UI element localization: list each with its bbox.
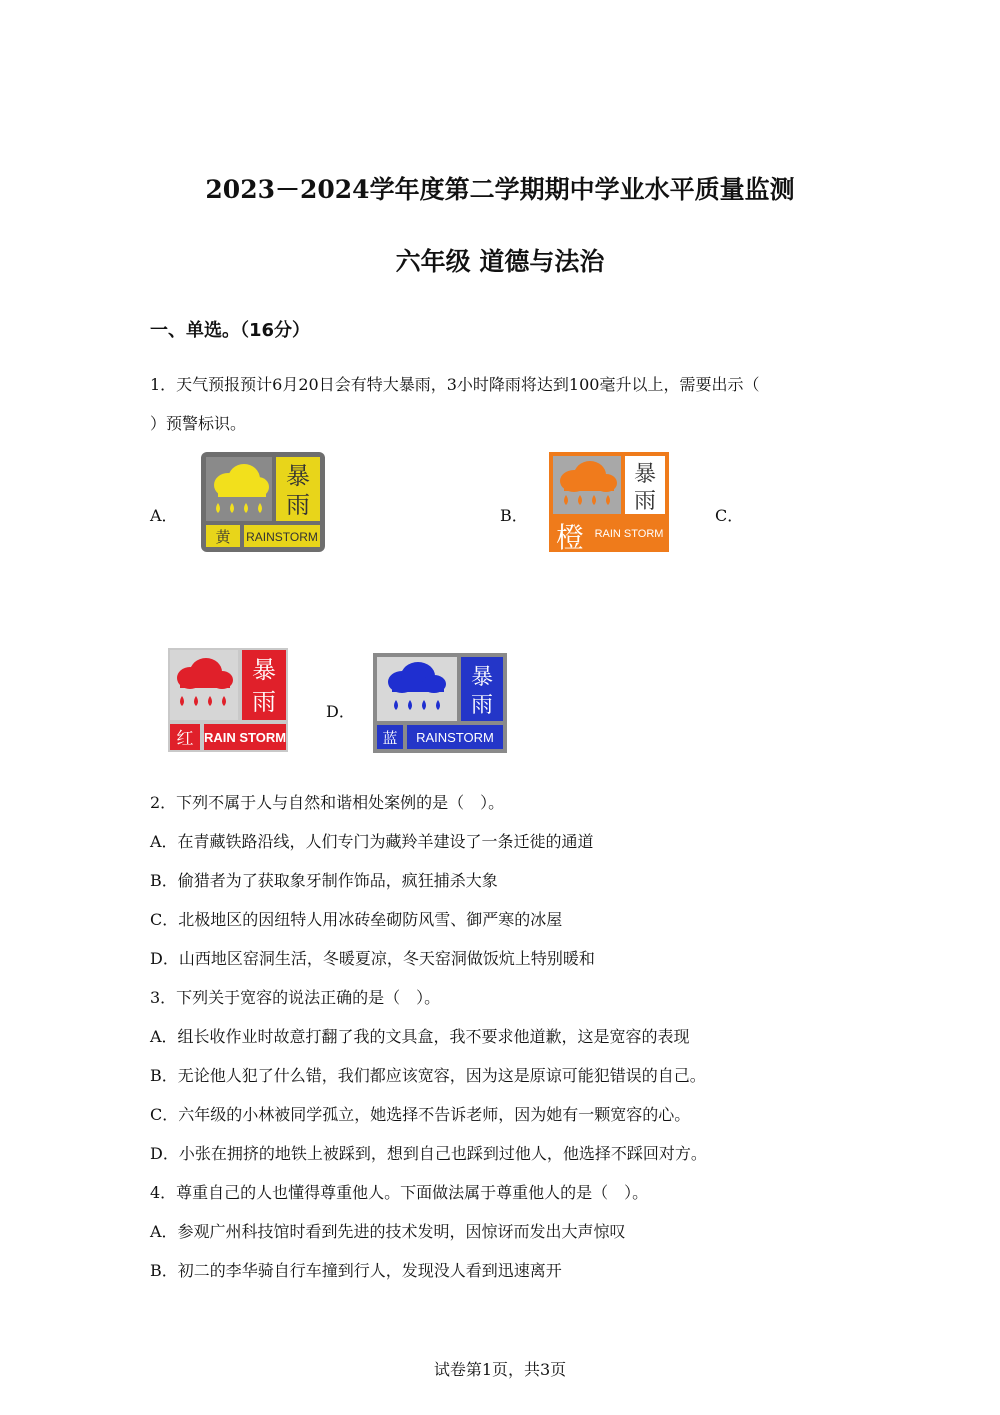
q1-option-c-label: C． — [715, 506, 744, 525]
orange-rainstorm-sign — [548, 451, 670, 557]
sign-d-color: 蓝 — [382, 729, 398, 747]
q3-option-a: A．组长收作业时故意打翻了我的文具盒，我不要求他道歉，这是宽容的表现 — [150, 1027, 690, 1046]
red-rainstorm-sign — [168, 648, 288, 756]
sign-d-char2: 雨 — [470, 693, 494, 718]
q4-stem: 4．尊重自己的人也懂得尊重他人。下面做法属于尊重他人的是（ ）。 — [150, 1183, 649, 1202]
sign-d-text: RAINSTORM — [416, 730, 494, 745]
sign-c-text: RAIN STORM — [203, 730, 287, 745]
q2-option-a: A．在青藏铁路沿线，人们专门为藏羚羊建设了一条迁徙的通道 — [150, 832, 594, 851]
sign-c-char2: 雨 — [252, 688, 276, 716]
page-footer: 试卷第1页，共3页 — [433, 1360, 567, 1379]
sign-a-color: 黄 — [215, 528, 231, 546]
q1-stem-line1: 1．天气预报预计6月20日会有特大暴雨，3小时降雨将达到100毫升以上，需要出示（ — [150, 375, 760, 394]
page-title: 2023－2024学年度第二学期期中学业水平质量监测 — [205, 175, 795, 204]
yellow-rainstorm-sign — [200, 451, 326, 557]
q3-option-d: D．小张在拥挤的地铁上被踩到，想到自己也踩到过他人，他选择不踩回对方。 — [150, 1144, 707, 1163]
sign-b-text: RAIN STORM — [594, 528, 664, 540]
q1-option-a-label: A． — [150, 506, 178, 525]
sign-a-char2: 雨 — [286, 491, 310, 519]
q2-option-d: D．山西地区窑洞生活，冬暖夏凉，冬天窑洞做饭炕上特别暖和 — [150, 949, 595, 968]
sign-a-char1: 暴 — [286, 462, 310, 490]
q2-stem: 2．下列不属于人与自然和谐相处案例的是（ ）。 — [150, 793, 505, 812]
sign-b-color: 橙 — [555, 521, 585, 553]
q4-option-b: B．初二的李华骑自行车撞到行人，发现没人看到迅速离开 — [150, 1261, 562, 1280]
sign-b-char1: 暴 — [633, 462, 657, 487]
sign-c-char1: 暴 — [252, 656, 276, 684]
q3-option-b: B．无论他人犯了什么错，我们都应该宽容，因为这是原谅可能犯错误的自己。 — [150, 1066, 706, 1085]
q2-option-b: B．偷猎者为了获取象牙制作饰品，疯狂捕杀大象 — [150, 871, 498, 890]
q4-option-a: A．参观广州科技馆时看到先进的技术发明，因惊讶而发出大声惊叹 — [150, 1222, 626, 1241]
section-heading: 一、单选。（16分） — [150, 320, 311, 341]
sign-c-color: 红 — [176, 729, 194, 749]
q1-stem-line2: ）预警标识。 — [150, 414, 247, 433]
sign-d-char1: 暴 — [470, 665, 494, 690]
sign-b-char2: 雨 — [633, 489, 657, 514]
q3-option-c: C．六年级的小林被同学孤立，她选择不告诉老师，因为她有一颗宽容的心。 — [150, 1105, 691, 1124]
blue-rainstorm-sign — [372, 652, 508, 758]
q1-option-b-label: B． — [500, 506, 528, 525]
sign-a-text: RAINSTORM — [246, 530, 318, 544]
q3-stem: 3．下列关于宽容的说法正确的是（ ）。 — [150, 988, 441, 1007]
page-subtitle: 六年级 道德与法治 — [395, 247, 605, 276]
q1-option-d-label: D． — [326, 702, 355, 721]
q2-option-c: C．北极地区的因纽特人用冰砖垒砌防风雪、御严寒的冰屋 — [150, 910, 563, 929]
